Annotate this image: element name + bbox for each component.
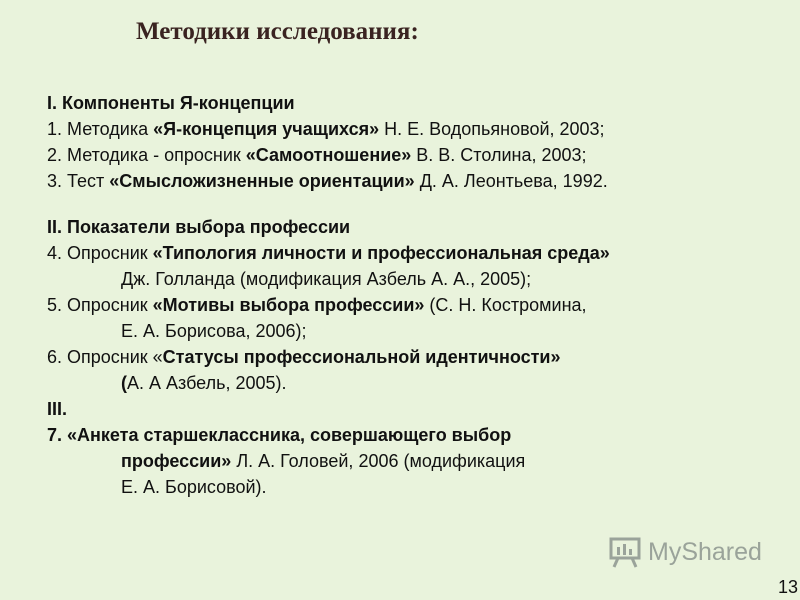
- list-item-6-cont: (А. А Азбель, 2005).: [121, 373, 287, 393]
- watermark-text: MyShared: [648, 537, 762, 566]
- slide-content: [47, 90, 787, 500]
- list-item-4: 4. Опросник «Типология личности и профессиональная среда»: [47, 243, 610, 263]
- list-item-5: 5. Опросник «Мотивы выбора профессии» (С. Н. Костромина,: [47, 295, 587, 315]
- list-item-2: 2. Методика - опросник «Самоотношение» В. В. Столина, 2003;: [47, 145, 587, 165]
- list-item-7-cont: профессии» Л. А. Головей, 2006 (модификация: [121, 451, 526, 471]
- watermark: [608, 535, 762, 569]
- section-1-heading: I. Компоненты Я-концепции: [47, 93, 295, 113]
- list-item-5-cont: Е. А. Борисова, 2006);: [121, 321, 307, 341]
- list-item-3: 3. Тест «Смысложизненные ориентации» Д. А. Леонтьева, 1992.: [47, 171, 608, 191]
- section-3-heading: III.: [47, 399, 68, 419]
- slide-title: Методики исследования:: [136, 18, 419, 45]
- presentation-board-icon: [608, 535, 642, 569]
- list-item-4-cont: Дж. Голланда (модификация Азбель А. А., 2005);: [121, 269, 532, 289]
- section-2-heading: II. Показатели выбора профессии: [47, 217, 351, 237]
- list-item-1: 1. Методика «Я-концепция учащихся» Н. Е. Водопьяновой, 2003;: [47, 119, 605, 139]
- list-item-6: 6. Опросник «Статусы профессиональной идентичности»: [47, 347, 561, 367]
- list-item-7-cont-2: Е. А. Борисовой).: [121, 477, 267, 497]
- page-number: 13: [777, 577, 798, 597]
- list-item-7: 7. «Анкета старшеклассника, совершающего выбор: [47, 425, 512, 445]
